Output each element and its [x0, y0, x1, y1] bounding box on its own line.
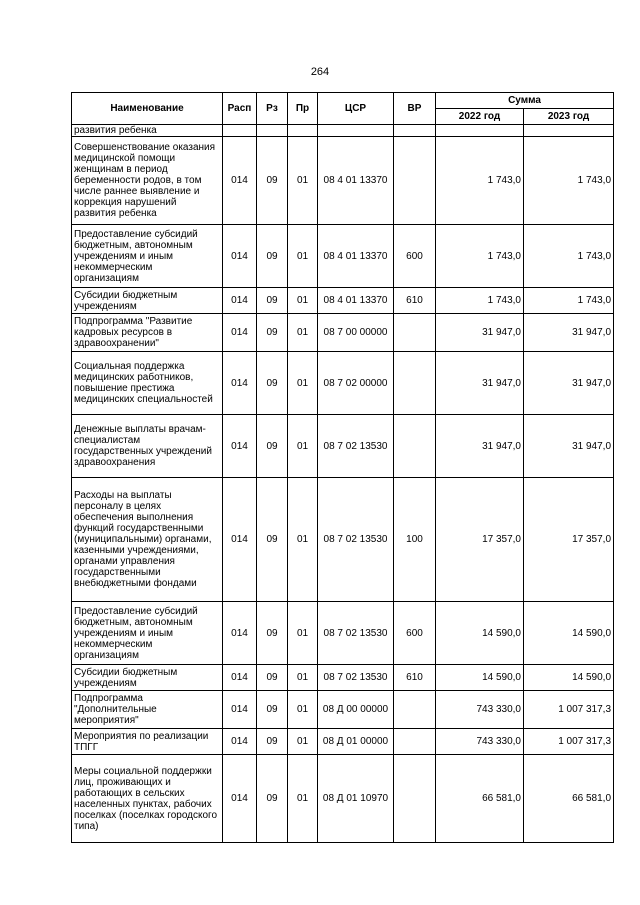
row-rasp: 014: [223, 352, 257, 415]
row-rasp: 014: [223, 478, 257, 602]
row-vr: 100: [394, 478, 436, 602]
table-row: [72, 755, 614, 843]
row-csr: 08 Д 00 00000: [318, 691, 394, 729]
row-name: Меры социальной поддержки лиц, проживающих и работающих в сельских населенных пунктах, рабочих поселках (поселках городского типа): [72, 755, 223, 843]
row-pr: 01: [288, 225, 318, 288]
row-rasp: 014: [223, 415, 257, 478]
row-name: Совершенствование оказания медицинской помощи женщинам в период беременности родов, в том числе раннее выявление и коррекция нарушений развития ребенка: [72, 137, 223, 225]
row-rasp: 014: [223, 225, 257, 288]
row-vr: [394, 125, 436, 137]
row-rasp: 014: [223, 729, 257, 755]
row-vr: 610: [394, 665, 436, 691]
row-csr: 08 7 02 13530: [318, 665, 394, 691]
table-row: [72, 691, 614, 729]
row-sum-2023: 66 581,0: [524, 755, 614, 843]
table-row: [72, 314, 614, 352]
row-vr: 610: [394, 288, 436, 314]
row-name: развития ребенка: [72, 125, 223, 137]
row-csr: 08 7 02 13530: [318, 602, 394, 665]
row-name: Подпрограмма "Дополнительные мероприятия": [72, 691, 223, 729]
row-csr: 08 7 02 00000: [318, 352, 394, 415]
row-pr: 01: [288, 415, 318, 478]
row-sum-2022: 31 947,0: [436, 352, 524, 415]
row-sum-2022: 17 357,0: [436, 478, 524, 602]
row-rz: 09: [257, 314, 288, 352]
row-csr: [318, 125, 394, 137]
row-rasp: 014: [223, 755, 257, 843]
row-rz: 09: [257, 225, 288, 288]
table-row: [72, 352, 614, 415]
row-sum-2023: 14 590,0: [524, 665, 614, 691]
row-rz: 09: [257, 691, 288, 729]
row-pr: 01: [288, 478, 318, 602]
row-pr: 01: [288, 665, 318, 691]
row-sum-2023: 31 947,0: [524, 352, 614, 415]
row-sum-2023: 1 743,0: [524, 137, 614, 225]
row-sum-2022: 1 743,0: [436, 288, 524, 314]
row-name: Социальная поддержка медицинских работников, повышение престижа медицинских специальностей: [72, 352, 223, 415]
row-rasp: 014: [223, 665, 257, 691]
row-csr: 08 4 01 13370: [318, 288, 394, 314]
row-rz: 09: [257, 288, 288, 314]
row-vr: [394, 352, 436, 415]
row-rz: [257, 125, 288, 137]
header-csr: ЦСР: [318, 93, 394, 125]
row-rz: 09: [257, 729, 288, 755]
row-sum-2023: 1 743,0: [524, 288, 614, 314]
row-pr: 01: [288, 602, 318, 665]
row-pr: 01: [288, 755, 318, 843]
row-name: Мероприятия по реализации ТПГГ: [72, 729, 223, 755]
row-pr: 01: [288, 691, 318, 729]
row-csr: 08 7 02 13530: [318, 415, 394, 478]
row-sum-2022: 743 330,0: [436, 729, 524, 755]
row-pr: [288, 125, 318, 137]
table-row: [72, 729, 614, 755]
row-rasp: 014: [223, 137, 257, 225]
header-row-1: [72, 93, 614, 109]
row-vr: [394, 314, 436, 352]
page-number: 264: [310, 66, 330, 78]
table-row: [72, 125, 614, 137]
table-row: [72, 225, 614, 288]
row-rasp: 014: [223, 602, 257, 665]
row-sum-2022: 31 947,0: [436, 314, 524, 352]
row-name: Расходы на выплаты персоналу в целях обеспечения выполнения функций государственными (муниципальными) органами, казенными учреждениями, органами управления государственными внебюджетными фондами: [72, 478, 223, 602]
row-vr: [394, 755, 436, 843]
row-pr: 01: [288, 137, 318, 225]
table-row: [72, 288, 614, 314]
row-sum-2022: 14 590,0: [436, 665, 524, 691]
row-sum-2023: 1 007 317,3: [524, 729, 614, 755]
row-name: Субсидии бюджетным учреждениям: [72, 665, 223, 691]
row-sum-2022: 66 581,0: [436, 755, 524, 843]
table-row: [72, 602, 614, 665]
row-pr: 01: [288, 352, 318, 415]
row-rz: 09: [257, 478, 288, 602]
row-name: Субсидии бюджетным учреждениям: [72, 288, 223, 314]
row-csr: 08 4 01 13370: [318, 137, 394, 225]
row-vr: [394, 729, 436, 755]
row-sum-2023: 1 743,0: [524, 225, 614, 288]
table-row: [72, 478, 614, 602]
header-sum: Сумма: [436, 93, 614, 109]
row-csr: 08 7 00 00000: [318, 314, 394, 352]
header-year-2023: 2023 год: [524, 109, 614, 125]
row-csr: 08 4 01 13370: [318, 225, 394, 288]
row-rz: 09: [257, 352, 288, 415]
row-rz: 09: [257, 415, 288, 478]
row-csr: 08 Д 01 10970: [318, 755, 394, 843]
row-pr: 01: [288, 729, 318, 755]
row-sum-2022: 1 743,0: [436, 137, 524, 225]
row-sum-2023: [524, 125, 614, 137]
row-sum-2022: 743 330,0: [436, 691, 524, 729]
row-sum-2022: [436, 125, 524, 137]
row-rz: 09: [257, 602, 288, 665]
row-rasp: 014: [223, 288, 257, 314]
header-name: Наименование: [72, 93, 223, 125]
row-pr: 01: [288, 314, 318, 352]
row-sum-2022: 1 743,0: [436, 225, 524, 288]
row-rasp: [223, 125, 257, 137]
row-vr: [394, 691, 436, 729]
row-name: Денежные выплаты врачам-специалистам государственных учреждений здравоохранения: [72, 415, 223, 478]
row-vr: 600: [394, 602, 436, 665]
row-pr: 01: [288, 288, 318, 314]
row-sum-2022: 14 590,0: [436, 602, 524, 665]
row-rz: 09: [257, 755, 288, 843]
row-sum-2023: 1 007 317,3: [524, 691, 614, 729]
header-rasp: Расп: [223, 93, 257, 125]
table-row: [72, 137, 614, 225]
row-vr: [394, 415, 436, 478]
row-sum-2022: 31 947,0: [436, 415, 524, 478]
header-vr: ВР: [394, 93, 436, 125]
table-row: [72, 665, 614, 691]
row-rasp: 014: [223, 691, 257, 729]
row-rz: 09: [257, 137, 288, 225]
budget-table: [71, 92, 614, 843]
row-name: Предоставление субсидий бюджетным, автономным учреждениям и иным некоммерческим организациям: [72, 225, 223, 288]
row-rasp: 014: [223, 314, 257, 352]
row-sum-2023: 14 590,0: [524, 602, 614, 665]
row-vr: 600: [394, 225, 436, 288]
header-rz: Рз: [257, 93, 288, 125]
row-rz: 09: [257, 665, 288, 691]
header-pr: Пр: [288, 93, 318, 125]
row-name: Предоставление субсидий бюджетным, автономным учреждениям и иным некоммерческим организациям: [72, 602, 223, 665]
row-csr: 08 7 02 13530: [318, 478, 394, 602]
row-sum-2023: 17 357,0: [524, 478, 614, 602]
row-csr: 08 Д 01 00000: [318, 729, 394, 755]
row-sum-2023: 31 947,0: [524, 314, 614, 352]
row-vr: [394, 137, 436, 225]
row-name: Подпрограмма "Развитие кадровых ресурсов в здравоохранении": [72, 314, 223, 352]
row-sum-2023: 31 947,0: [524, 415, 614, 478]
header-year-2022: 2022 год: [436, 109, 524, 125]
table-row: [72, 415, 614, 478]
